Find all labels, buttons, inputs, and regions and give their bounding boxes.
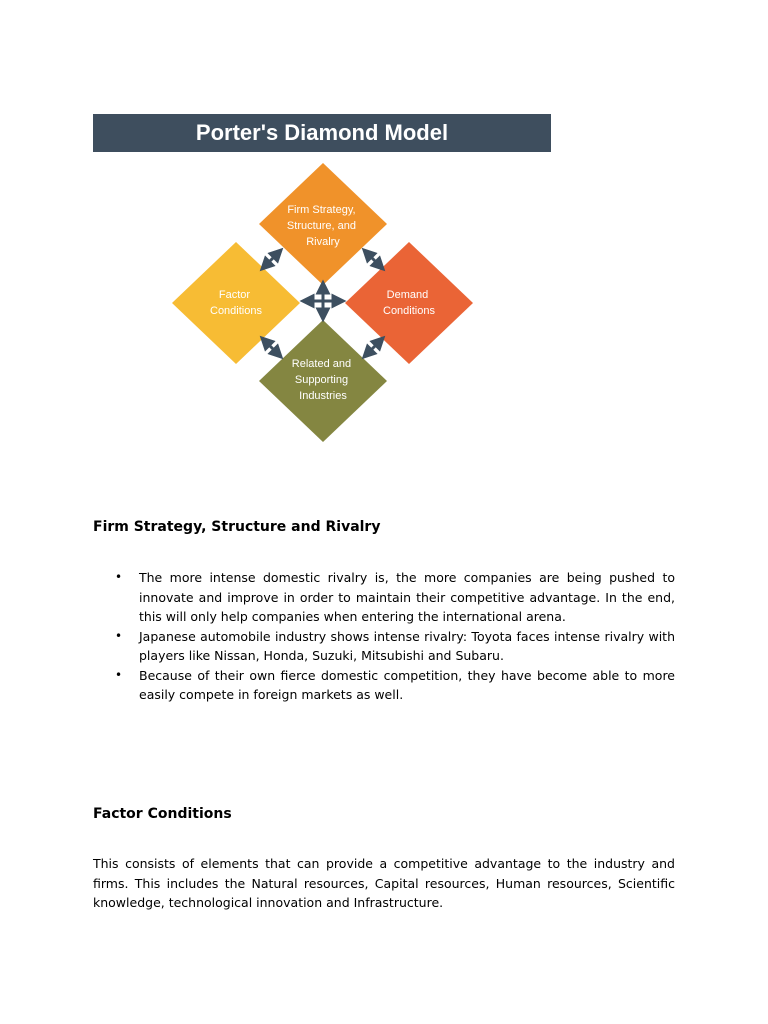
bullet-icon: • [115,628,123,643]
label-left: Factor Conditions [210,289,262,317]
list-item-text: The more intense domestic rivalry is, the more companies are being pushed to innovate and improve in order to maintain their competitive advantage. In the end, this will only help companies when entering the international arena. [139,570,675,624]
label-right: Demand Conditions [383,289,435,317]
list-item [93,627,675,666]
bullet-icon: • [115,667,123,682]
list-item-text: Japanese automobile industry shows intense rivalry: Toyota faces intense rivalry with players like Nissan, Honda, Suzuki, Mitsubishi and Subaru. [139,628,675,663]
list-item [93,568,675,627]
diamond-svg [160,160,490,450]
diamond-left [172,242,300,364]
label-top: Firm Strategy, Structure, and Rivalry [286,204,357,248]
list-item-text: Because of their own fierce domestic competition, they have become able to more easily compete in foreign markets as well. [139,667,675,702]
arrow-top-left [265,253,278,266]
bullet-icon: • [115,570,123,584]
arrow-bottom-left [265,341,278,354]
bullet-list [93,568,675,705]
section-heading-firm-strategy: Firm Strategy, Structure and Rivalry [93,519,381,535]
figure-title: Porter's Diamond Model [93,114,551,152]
section-heading-factor-conditions: Factor Conditions [93,806,232,822]
diamond-right [345,242,473,364]
porter-diamond-diagram [160,160,490,450]
arrow-bottom-right [367,341,380,354]
list-item [93,666,675,705]
arrow-top-right [367,253,380,266]
label-bottom: Related and Supporting Industries [291,358,352,402]
paragraph-factor-conditions: This consists of elements that can provide a competitive advantage to the industry and firms. This includes the Natural resources, Capital resources, Human resources, Scientific knowledge, technological innovation and Infrastructure. [93,856,675,910]
